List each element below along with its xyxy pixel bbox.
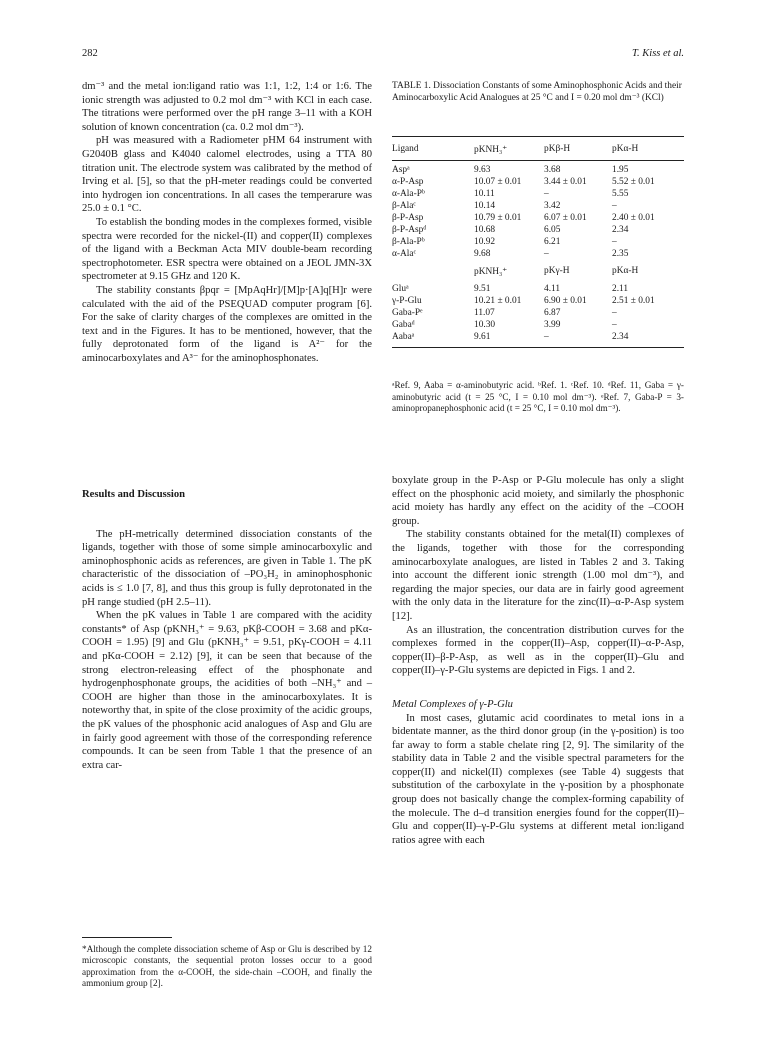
table-cell: –: [612, 201, 617, 211]
table-row: [392, 331, 684, 343]
table-cell: 10.11: [474, 189, 495, 199]
table-row: [392, 188, 684, 200]
paragraph: The stability constants obtained for the metal(II) complexes of the ligands, together with those for the corresponding aminocarboxylate analogues, are listed in Tables 2 and 3. Taking into account the different ionic strength (1.00 mol dm⁻³), and regarding the major species, our data are in fairly good agreement with the only data in the literature for the zinc(II)–α-P-Asp system [12].: [392, 529, 684, 622]
paragraph: In most cases, glutamic acid coordinates to metal ions in a bidentate manner, as the third donor group (in the γ-position) is too far away to form a stable chelate ring [2, 9]. The similarity of the stability data in Table 2 and the visible spectral parameters for the copper(II) and nickel(II) complexes (see Table 4) suggests that substitution of the carboxylate in the γ-position by a phosphonate group does not basically change the complex-forming capability of the molecule. The d–d transition energies found for the copper(II)–Glu and copper(II)–γ-P-Glu systems at different metal ion:ligand ratios agree with each: [392, 712, 684, 846]
footnote: *Although the complete dissociation scheme of Asp or Glu is described by 12 microscopic constants, the sequential proton losses occur to a good approximation from the α-COOH, the side-chain –COOH, and finally the ammonium group [2].: [82, 944, 372, 989]
table-cell: 6.07 ± 0.01: [544, 213, 587, 223]
table-cell: α-P-Asp: [392, 177, 424, 187]
table-row: [392, 248, 684, 260]
table-header-cell: pKγ-H: [544, 266, 570, 276]
paragraph: To establish the bonding modes in the complexes formed, visible spectra were recorded for the nickel-(II) and copper(II) complexes of the ligand with a Beckman Acta MIV double-beam recording spectrophotometer. ESR spectra were obtained on a JEOL JMN-3X spectrometer at 9.15 GHz and 120 K.: [82, 216, 372, 283]
table-row: [392, 176, 684, 188]
table-cell: 9.68: [474, 249, 491, 259]
table-cell: 10.21 ± 0.01: [474, 296, 522, 306]
table-cell: 3.42: [544, 201, 561, 211]
table-header-cell: pKα-H: [612, 266, 639, 276]
paragraph: When the pK values in Table 1 are compared with the acidity constants* of Asp (pKNH₃⁺ = 9.63, pKβ-COOH = 3.68 and pKα-COOH = 1.95) [9] and Glu (pKNH₃⁺ = 9.51, pKγ-COOH = 4.11 and pKα-COOH = 2.12) [9], it can be seen that because of the strong electron-releasing effect of the phosphonate and hydrogenphosphonate groups, the acidities of both –NH₃⁺ and –COOH are higher than those in the aminocarboxylates. It is noteworthy that, in spite of the close proximity of the acidic groups, the pK values of the phosphonic acid analogues of Asp and Glu are in fairly good agreement with those of the corresponding reference compounds. It can be seen from Table 1 that the presence of an extra car-: [82, 610, 372, 771]
table-cell: 5.55: [612, 189, 629, 199]
paragraph: As an illustration, the concentration distribution curves for the complexes formed in the copper(II)–Asp, copper(II)–α-P-Asp, copper(II)–β-P-Asp, as well as in the copper(II)–Glu and copper(II)–γ-P-Glu systems are depicted in Figs. 1 and 2.: [392, 624, 684, 677]
table-cell: 2.40 ± 0.01: [612, 213, 655, 223]
table-cell: 10.92: [474, 237, 496, 247]
table-cell: 4.11: [544, 284, 561, 294]
table-cell: β-P-Aspᵈ: [392, 225, 427, 235]
paragraph: dm⁻³ and the metal ion:ligand ratio was 1:1, 1:2, 1:4 or 1:6. The ionic strength was adjusted to 0.2 mol dm⁻³ with KCl in each case. The titrations were performed over the pH range 3–11 with a KOH solution of known concentration (ca. 0.2 mol dm⁻³).: [82, 81, 372, 133]
table-row: [392, 212, 684, 224]
table-cell: –: [612, 237, 617, 247]
table-header-row: [392, 141, 684, 157]
table-cell: 9.63: [474, 165, 491, 175]
table-cell: Gaba-Pᵉ: [392, 308, 423, 318]
table-cell: 9.61: [474, 332, 491, 342]
table-cell: 10.68: [474, 225, 496, 235]
table-cell: 10.14: [474, 201, 496, 211]
table-subheader-row: [392, 263, 684, 279]
table-row: [392, 319, 684, 331]
table-cell: 6.21: [544, 237, 561, 247]
page-number: 282: [82, 48, 98, 59]
table-cell: 10.79 ± 0.01: [474, 213, 522, 223]
table-cell: Gluᵃ: [392, 284, 409, 294]
table-cell: –: [544, 249, 549, 259]
table-cell: α-Ala-Pᵇ: [392, 189, 425, 199]
table-cell: Aspᵃ: [392, 165, 410, 175]
table-row: [392, 295, 684, 307]
table-cell: 6.90 ± 0.01: [544, 296, 587, 306]
table-cell: 2.34: [612, 332, 629, 342]
table-header-cell: pKβ-H: [544, 144, 571, 154]
paragraph: boxylate group in the P-Asp or P-Glu molecule has only a slight effect on the phosphonic acid moiety, and similarly the phosphonic acid moiety has hardly any effect on the acidity of the –COOH group.: [392, 475, 684, 527]
table-row: [392, 236, 684, 248]
table-header-cell: pKNH₃⁺: [474, 144, 508, 155]
table-header-cell: pKα-H: [612, 144, 639, 154]
table-top-rule: [392, 136, 684, 137]
table-row: [392, 200, 684, 212]
table-cell: 6.87: [544, 308, 561, 318]
table-cell: 10.07 ± 0.01: [474, 177, 522, 187]
footnote-rule: [82, 937, 172, 938]
table-footnotes: ᵃRef. 9, Aaba = α-aminobutyric acid. ᵇRef. 1. ᶜRef. 10. ᵈRef. 11, Gaba = γ-aminobutyric acid (t = 25 °C, I = 0.10 mol dm⁻³). ᵉRef. 7, Gaba-P = 3-aminopropanephosphonic acid (t = 25 °C, I = 0.10 mol dm⁻³).: [392, 380, 684, 414]
paragraph: The stability constants βpqr = [MpAqHr]/[M]p·[A]q[H]r were calculated with the aid of the PSEQUAD computer program [6]. For the sake of clarity charges of the complexes are omitted in the text and in the Figures. It has to be mentioned, however, that the fully deprotonated form of the ligand is A²⁻ for the aminocarboxylates and A³⁻ for the aminophosphonates.: [82, 284, 372, 364]
table-cell: 11.07: [474, 308, 495, 318]
table-cell: –: [544, 332, 549, 342]
paragraph: The pH-metrically determined dissociation constants of the ligands, together with those of some simple aminocarboxylic and aminophosphonic acids as references, are given in Table 1. The pK characteristic of the dissociation of –PO₃H₂ in aminophosphonic acids is ≤ 1.0 [7, 8], and thus this group is fully deprotonated in the pH range studied (pH 2.5–11).: [82, 528, 372, 608]
table-cell: 5.52 ± 0.01: [612, 177, 655, 187]
table-cell: 2.11: [612, 284, 629, 294]
table-cell: 9.51: [474, 284, 491, 294]
table-cell: Aabaᵃ: [392, 332, 415, 342]
table-cell: –: [612, 320, 617, 330]
table-cell: 3.99: [544, 320, 561, 330]
table-cell: β-Ala-Pᵇ: [392, 237, 425, 247]
table-cell: 3.68: [544, 165, 561, 175]
left-column-top: [82, 80, 372, 365]
table-cell: –: [544, 189, 549, 199]
paragraph: pH was measured with a Radiometer pHM 64 instrument with G2040B glass and K4040 calomel electrodes, using a TTA 80 titration unit. The electrode system was calibrated by the method of Irving et al. [5], so that the pH-meter readings could be converted into hydrogen ion concentrations. In all cases the temperarure was 25.0 ± 0.1 °C.: [82, 135, 372, 215]
table-cell: β-Alaᶜ: [392, 201, 416, 211]
table-row: [392, 224, 684, 236]
right-column: [392, 474, 684, 847]
table-cell: Gabaᵈ: [392, 320, 415, 330]
table-cell: 10.30: [474, 320, 496, 330]
table-cell: 1.95: [612, 165, 629, 175]
table-cell: β-P-Asp: [392, 213, 424, 223]
table-header-cell: pKNH₃⁺: [474, 266, 508, 277]
table-row: [392, 283, 684, 295]
left-column-bottom: [82, 488, 372, 772]
table-cell: 2.34: [612, 225, 629, 235]
table-cell: 3.44 ± 0.01: [544, 177, 587, 187]
table-cell: α-Alaᶜ: [392, 249, 416, 259]
table-1: [392, 136, 684, 348]
table-bottom-rule: [392, 347, 684, 348]
subsection-heading: Metal Complexes of γ-P-Glu: [392, 698, 513, 710]
table-header-cell: Ligand: [392, 144, 419, 154]
table-cell: –: [612, 308, 617, 318]
table-cell: 2.35: [612, 249, 629, 259]
table-caption: TABLE 1. Dissociation Constants of some Aminophosphonic Acids and their Aminocarboxylic Acid Analogues at 25 °C and I = 0.20 mol dm⁻³ (KCl): [392, 81, 682, 103]
table-cell: 2.51 ± 0.01: [612, 296, 655, 306]
running-header: T. Kiss et al.: [631, 48, 684, 59]
table-cell: γ-P-Glu: [392, 296, 422, 306]
table-row: [392, 307, 684, 319]
table-cell: 6.05: [544, 225, 561, 235]
section-heading: Results and Discussion: [82, 489, 186, 500]
table-row: [392, 164, 684, 176]
